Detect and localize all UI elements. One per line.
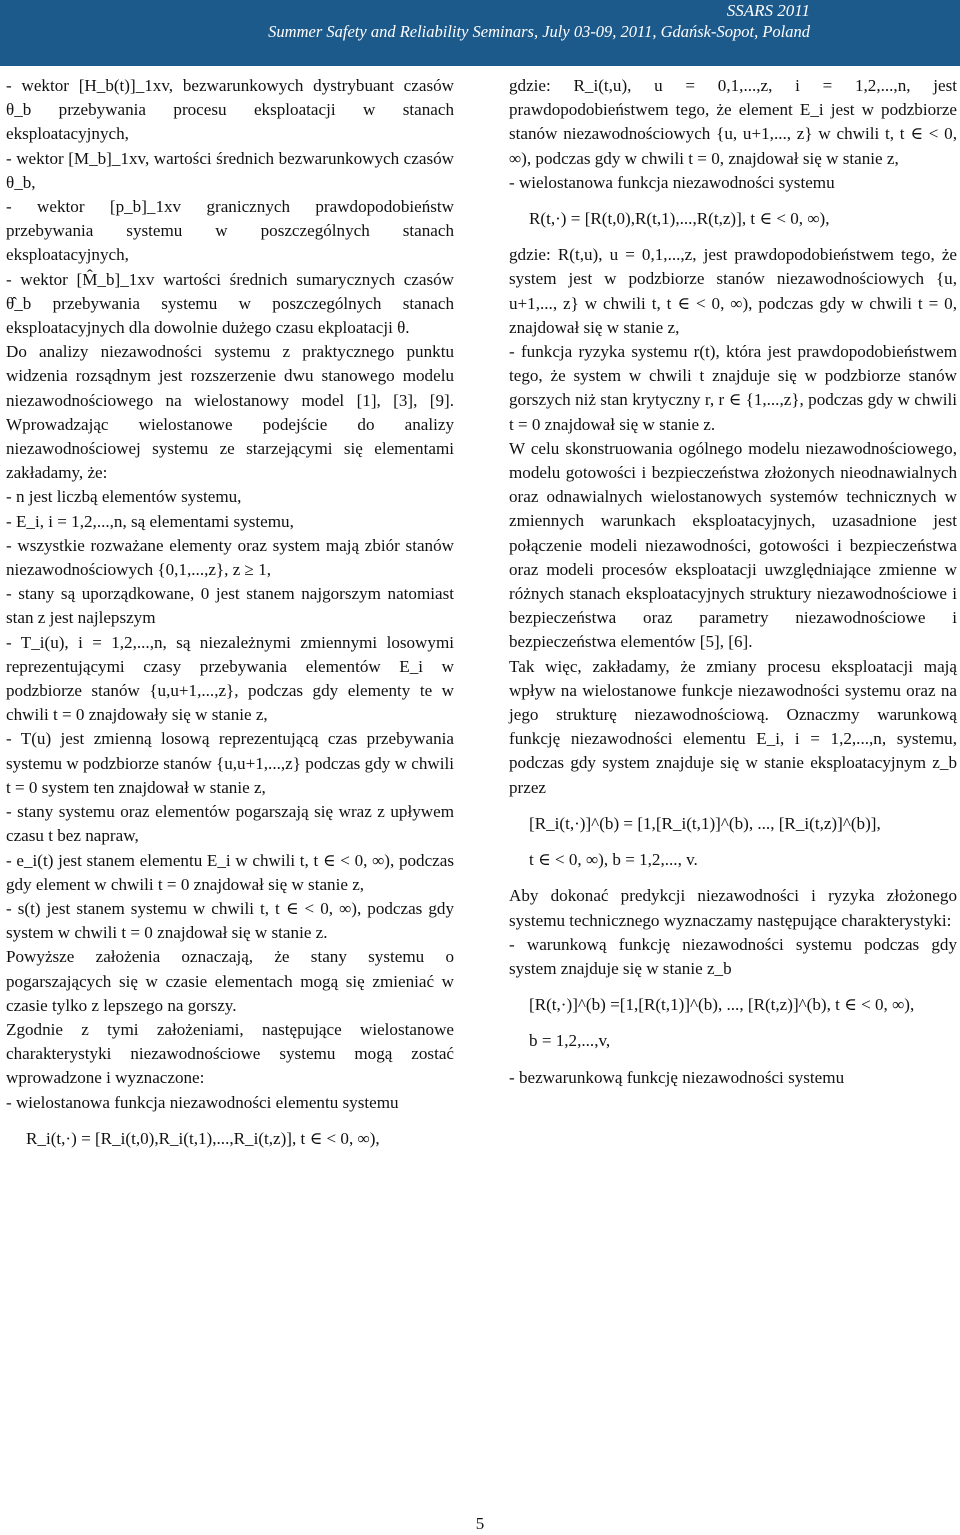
paragraph: gdzie: R(t,u), u = 0,1,...,z, jest prawdopodobieństwem tego, że system jest w podzbiorze stanów niezawodnościowych {u, u+1,..., z} w chwili t, t ∈ < 0, ∞), podczas gdy w chwili t = 0, znajdował się w stanie z,: [509, 245, 957, 337]
paragraph: - stany systemu oraz elementów pogarszają się wraz z upływem czasu t bez napraw,: [6, 802, 454, 846]
conference-subtitle: Summer Safety and Reliability Seminars, July 03-09, 2011, Gdańsk-Sopot, Poland: [268, 22, 810, 41]
paragraph: - s(t) jest stanem systemu w chwili t, t ∈ < 0, ∞), podczas gdy system w chwili t = 0 znajdował się w stanie z.: [6, 898, 454, 943]
equation: [R_i(t,·)]^(b) = [1,[R_i(t,1)]^(b), ..., [R_i(t,z)]^(b)],: [529, 813, 881, 833]
paragraph: Do analizy niezawodności systemu z praktycznego punktu widzenia rozsądnym jest rozszerzenie dwu stanowego modelu niezawodnościowego na wielostanowy model [1], [3], [9]. Wprowadzając wielostanowe podejście do analizy niezawodnościowej systemu ze starzejącymi się elementami zakładamy, że:: [6, 342, 454, 483]
paragraph: - wektor [M_b]_1xv, wartości średnich bezwarunkowych czasów θ_b,: [6, 148, 454, 192]
paragraph: - e_i(t) jest stanem elementu E_i w chwili t, t ∈ < 0, ∞), podczas gdy element w chwili t = 0 znajdował się w stanie z,: [6, 850, 454, 894]
paragraph: - T(u) jest zmienną losową reprezentującą czas przebywania systemu w podzbiorze stanów {u,u+1,...,z} podczas gdy w chwili t = 0 system ten znajdował w stanie z,: [6, 729, 454, 797]
paragraph: Powyższe założenia oznaczają, że stany systemu o pogarszających się w czasie elementach mogą się zmieniać w czasie tylko z lepszego na gorszy.: [6, 947, 454, 1015]
page-number: 5: [475, 1514, 485, 1533]
paragraph: - T_i(u), i = 1,2,...,n, są niezależnymi zmiennymi losowymi reprezentującymi czasy przebywania elementów E_i w podzbiorze stanów {u,u+1,...,z}, podczas gdy elementy te w chwili t = 0 znajdowały się w stanie z,: [6, 632, 454, 725]
paragraph: - E_i, i = 1,2,...,n, są elementami systemu,: [6, 511, 294, 531]
paragraph: - wszystkie rozważane elementy oraz system mają zbiór stanów niezawodnościowych {0,1,...,z}, z ≥ 1,: [6, 535, 454, 580]
paragraph: Tak więc, zakładamy, że zmiany procesu eksploatacji mają wpływ na wielostanowe funkcje niezawodności systemu oraz na jego strukturę niezawodnościową. Oznaczmy warunkową funkcję niezawodności elementu E_i, i = 1,2,...,n, systemu, podczas gdy system znajduje się w stanie eksploatacyjnym z_b przez: [509, 656, 957, 797]
paragraph: - funkcja ryzyka systemu r(t), która jest prawdopodobieństwem tego, że system w chwili t znajduje się w podzbiorze stanów gorszych niż stan krytyczny r, r ∈ {1,...,z}, podczas gdy w chwili t = 0 znajdował się w stanie z.: [509, 342, 957, 434]
paragraph: gdzie: R_i(t,u), u = 0,1,...,z, i = 1,2,...,n, jest prawdopodobieństwem tego, że element E_i jest w podzbiorze stanów niezawodnościowych {u, u+1,..., z} w chwili t, t ∈ < 0, ∞), podczas gdy w chwili t = 0, znajdował się w stanie z,: [509, 76, 957, 168]
left-column: [6, 74, 454, 1163]
paragraph: - wektor [H_b(t)]_1xv, bezwarunkowych dystrybuant czasów θ_b przebywania procesu eksploatacji w stanach eksploatacyjnych,: [6, 76, 454, 144]
page-header: [0, 0, 960, 66]
paragraph: Zgodnie z tymi założeniami, następujące wielostanowe charakterystyki niezawodnościowe systemu mogą zostać wprowadzone i wyznaczone:: [6, 1019, 454, 1088]
paragraph: - wielostanowa funkcja niezawodności elementu systemu: [6, 1092, 399, 1112]
equation: [R(t,·)]^(b) =[1,[R(t,1)]^(b), ..., [R(t,z)]^(b), t ∈ < 0, ∞),: [529, 995, 915, 1015]
paragraph: - wektor [p_b]_1xv granicznych prawdopodobieństw przebywania systemu w poszczególnych stanach eksploatacyjnych,: [6, 197, 454, 265]
conference-name: SSARS 2011: [726, 1, 810, 20]
paragraph: Aby dokonać predykcji niezawodności i ryzyka złożonego systemu technicznego wyznaczamy następujące charakterystyki:: [509, 886, 957, 930]
paragraph: - n jest liczbą elementów systemu,: [6, 487, 242, 507]
right-column: [509, 74, 957, 1090]
paragraph: - wektor [M̂_b]_1xv wartości średnich sumarycznych czasów θ̂_b przebywania systemu w poszczególnych stanach eksploatacyjnych dla dowolnie dużego czasu ekploatacji θ.: [6, 269, 454, 338]
equation: R(t,·) = [R(t,0),R(t,1),...,R(t,z)], t ∈ < 0, ∞),: [529, 209, 830, 229]
paragraph: - warunkową funkcję niezawodności systemu podczas gdy system znajduje się w stanie z_b: [509, 934, 957, 978]
paragraph: - stany są uporządkowane, 0 jest stanem najgorszym natomiast stan z jest najlepszym: [6, 584, 454, 628]
equation: t ∈ < 0, ∞), b = 1,2,..., v.: [529, 850, 698, 870]
paragraph: - bezwarunkową funkcję niezawodności systemu: [509, 1067, 845, 1087]
equation: b = 1,2,...,v,: [529, 1031, 611, 1051]
paragraph: - wielostanowa funkcja niezawodności systemu: [509, 172, 835, 192]
equation: R_i(t,·) = [R_i(t,0),R_i(t,1),...,R_i(t,z)], t ∈ < 0, ∞),: [26, 1128, 380, 1148]
paragraph: W celu skonstruowania ogólnego modelu niezawodnościowego, modelu gotowości i bezpieczeństwa złożonych nieodnawialnych oraz odnawialnych wielostanowych systemów technicznych w zmiennych warunkach eksploatacyjnych, uzasadnione jest połączenie modeli niezawodności, gotowości i bezpieczeństwa oraz modeli procesów eksploatacji uwzględniające zmienne w różnych stanach eksploatacyjnych struktury niezawodnościowe i bezpieczeństwa oraz parametry niezawodnościowe i bezpieczeństwa elementów [5], [6].: [509, 438, 957, 652]
